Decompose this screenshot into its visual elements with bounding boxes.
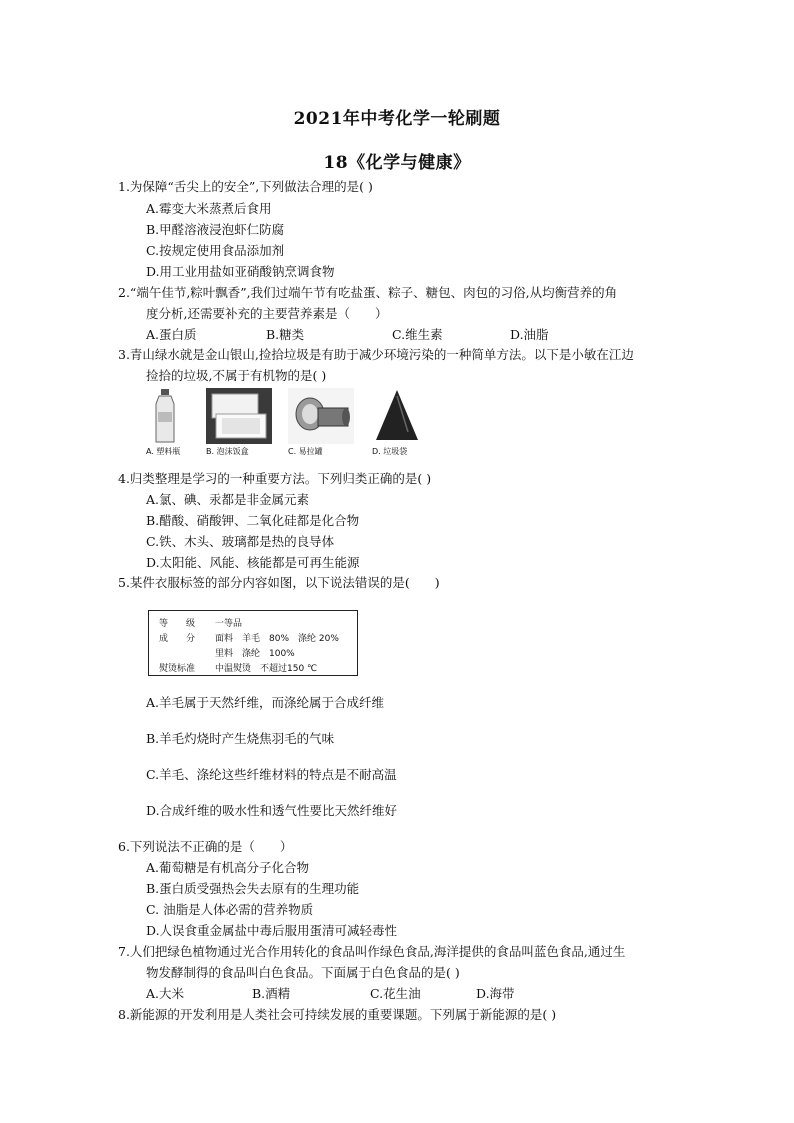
question-3-stem-line2: 捡拾的垃圾,不属于有机物的是( ) [146, 368, 327, 383]
question-1-option-b: B.甲醛溶液浸泡虾仁防腐 [146, 222, 285, 237]
can-image [288, 388, 350, 458]
question-7-stem-line1: 7.人们把绿色植物通过光合作用转化的食品叫作绿色食品,海洋提供的食品叫蓝色食品,通过生 [118, 944, 626, 959]
question-2-stem-line2: 度分析,还需要补充的主要营养素是（ ） [146, 306, 388, 321]
question-6-stem: 6.下列说法不正确的是（ ） [118, 839, 293, 854]
question-4-option-c: C.铁、木头、玻璃都是热的良导体 [146, 534, 335, 549]
question-2-option-b: B.糖类 [266, 327, 305, 342]
question-4-option-d: D.太阳能、风能、核能都是可再生能源 [146, 555, 360, 570]
question-3-pictures [146, 388, 426, 458]
foam-box-caption: B. 泡沫饭盒 [206, 447, 249, 456]
question-6-option-b: B.蛋白质受强热会失去原有的生理功能 [146, 881, 360, 896]
garbage-bag-caption: D. 垃圾袋 [372, 447, 408, 456]
question-7-option-d: D.海带 [476, 986, 515, 1001]
question-4-stem: 4.归类整理是学习的一种重要方法。下列归类正确的是( ) [118, 471, 432, 486]
question-5-option-a: A.羊毛属于天然纤维，而涤纶属于合成纤维 [146, 695, 385, 710]
question-7-option-b: B.酒精 [252, 986, 291, 1001]
label-ironing-key: 熨烫标准 [159, 664, 196, 674]
question-4-option-b: B.醋酸、硝酸钾、二氧化硅都是化合物 [146, 513, 360, 528]
question-1-option-c: C.按规定使用食品添加剂 [146, 243, 285, 258]
question-3-stem-line1: 3.青山绿水就是金山银山,捡拾垃圾是有助于减少环境污染的一种简单方法。以下是小敏在江边 [118, 347, 634, 362]
question-6-option-c: C. 油脂是人体必需的营养物质 [146, 902, 314, 917]
question-7-options [146, 985, 646, 1003]
clothing-label [148, 610, 358, 676]
question-4-option-a: A.氯、碘、汞都是非金属元素 [146, 492, 310, 507]
question-1-option-a: A.霉变大米蒸煮后食用 [146, 201, 272, 216]
plastic-bottle-icon [146, 388, 186, 446]
question-7-option-a: A.大米 [146, 986, 185, 1001]
question-5-option-b: B.羊毛灼烧时产生烧焦羽毛的气味 [146, 731, 335, 746]
label-composition-row1: 面料 羊毛 80% 涤纶 20% [215, 634, 339, 644]
can-caption: C. 易拉罐 [288, 447, 323, 456]
label-composition-key: 成 分 [159, 634, 196, 644]
question-6-option-a: A.葡萄糖是有机高分子化合物 [146, 860, 310, 875]
can-icon [288, 388, 354, 444]
question-2-option-a: A.蛋白质 [146, 327, 197, 342]
question-7-option-c: C.花生油 [370, 986, 421, 1001]
question-2-stem-line1: 2.“端午佳节,粽叶飘香”,我们过端午节有吃盐蛋、粽子、糖包、肉包的习俗,从均衡营养的角 [118, 285, 618, 300]
foam-box-icon [206, 388, 272, 444]
page-subtitle: 18《化学与健康》 [323, 153, 471, 173]
label-ironing-value: 中温熨烫 不超过150 ℃ [215, 664, 318, 674]
question-7-stem-line2: 物发酵制得的食品叫白色食品。下面属于白色食品的是( ) [146, 965, 460, 980]
question-2-option-d: D.油脂 [510, 327, 549, 342]
question-5-stem: 5.某件衣服标签的部分内容如图，以下说法错误的是( ) [118, 575, 440, 590]
question-5-option-d: D.合成纤维的吸水性和透气性要比天然纤维好 [146, 803, 398, 818]
question-1-stem: 1.为保障“舌尖上的安全”,下列做法合理的是( ) [118, 179, 373, 194]
question-8-stem: 8.新能源的开发利用是人类社会可持续发展的重要课题。下列属于新能源的是( ) [118, 1007, 557, 1022]
question-6-option-d: D.人误食重金属盐中毒后服用蛋清可减轻毒性 [146, 923, 398, 938]
page-title: 2021年中考化学一轮刷题 [293, 109, 501, 129]
garbage-bag-image [372, 388, 434, 458]
label-composition-row2: 里料 涤纶 100% [215, 649, 295, 659]
question-2-option-c: C.维生素 [392, 327, 443, 342]
question-1-option-d: D.用工业用盐如亚硝酸钠烹调食物 [146, 264, 335, 279]
garbage-bag-icon [372, 388, 422, 444]
plastic-bottle-caption: A. 塑料瓶 [146, 447, 181, 456]
foam-box-image [206, 388, 268, 458]
question-5-option-c: C.羊毛、涤纶这些纤维材料的特点是不耐高温 [146, 767, 397, 782]
label-grade-key: 等 级 [159, 619, 196, 629]
label-grade-value: 一等品 [215, 619, 243, 629]
question-2-options [146, 326, 646, 344]
plastic-bottle-image [146, 388, 208, 458]
